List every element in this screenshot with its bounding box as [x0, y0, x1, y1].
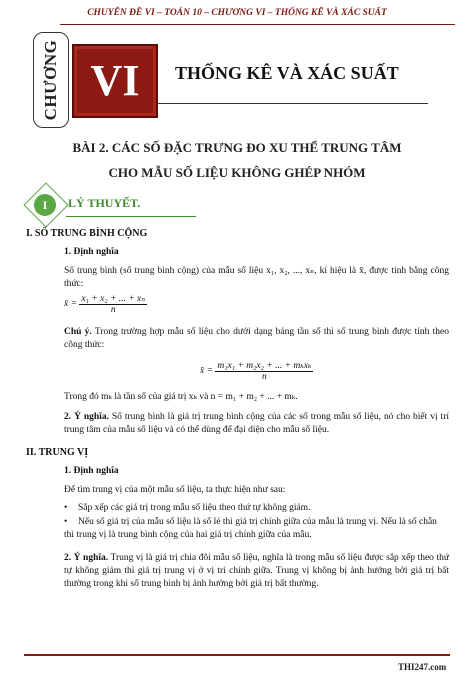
part2-meaning-text: Trung vị là giá trị chia đôi mẫu số liệu, nghĩa là trong mẫu số liệu được sắp xếp theo thứ tự không giảm thì giá trị trung vị ở vị trí chính giữa. Trung vị không bị ảnh hưởng bởi giá trị bất thường trong khi số trung bình bị ảnh hưởng bởi giá trị bất thường. [64, 553, 449, 589]
section-underline [66, 216, 196, 217]
list-item [64, 516, 449, 542]
chapter-title-underline [158, 103, 428, 104]
bullet-text: Sắp xếp các giá trị trong mẫu số liệu theo thứ tự không giảm. [78, 503, 311, 513]
running-header: CHUYÊN ĐỀ VI – TOÁN 10 – CHƯƠNG VI – THỐNG KÊ VÀ XÁC SUẤT [87, 8, 387, 18]
formula-mean-numerator: x₁ + x₂ + ... + xₙ [81, 294, 146, 304]
lesson-title-line2: CHO MẪU SỐ LIỆU KHÔNG GHÉP NHÓM [108, 165, 366, 180]
part1-where-text: Trong đó mₖ là tần số của giá trị xₖ và n = m₁ + m₂ + ... + mₖ. [64, 392, 298, 402]
part1-meaning-text: Số trung bình là giá trị trung bình cộng của các số trong mẫu số liệu, nó cho biết vị trí trung tâm của mẫu số liệu và có thể dùng để đại diện cho mẫu số liệu. [64, 412, 449, 435]
part2-heading: II. TRUNG VỊ [26, 447, 89, 458]
section-title: LÝ THUYẾT. [68, 196, 141, 210]
section-badge: I [34, 194, 56, 216]
part2-def-title: 1. Định nghĩa [64, 466, 119, 476]
note-text: Trong trường hợp mẫu số liệu cho dưới dạng bảng tần số thì số trung bình được tính theo công thức: [64, 327, 449, 350]
formula-mean-fraction [79, 293, 147, 315]
part1-def-text: Số trung bình (số trung bình cộng) của mẫu số liệu x₁, x₂, ..., xₙ, kí hiệu là x̄, được tính bằng công thức: [64, 266, 449, 289]
part1-meaning-title: 2. Ý nghĩa. [64, 412, 109, 422]
formula-mean-denominator: n [110, 305, 116, 315]
formula-mean [64, 293, 147, 315]
lesson-title-line1: BÀI 2. CÁC SỐ ĐẶC TRƯNG ĐO XU THẾ TRUNG TÂM [72, 140, 402, 155]
note-label: Chú ý. [64, 327, 92, 337]
footer-divider [24, 654, 450, 656]
chapter-label: CHƯƠNG [41, 39, 60, 121]
formula-mean-lhs: x̄ = [64, 299, 78, 310]
part1-heading: I. SỐ TRUNG BÌNH CỘNG [26, 228, 148, 239]
part1-meaning [64, 411, 449, 437]
chapter-title: THỐNG KÊ VÀ XÁC SUẤT [175, 63, 399, 83]
bullet-text: Nếu số giá trị của mẫu số liệu là số lẻ thì giá trị chính giữa của mẫu là trung vị. Nếu là số chẵn thì trung vị là trung bình cộng của hai giá trị chính giữa của mẫu. [64, 517, 437, 540]
part2-meaning-title: 2. Ý nghĩa. [64, 553, 109, 563]
part2-meaning [64, 552, 449, 591]
chapter-number: VI [90, 56, 140, 105]
header-divider [60, 24, 455, 25]
bullet-icon: • [64, 517, 68, 527]
bullet-icon: • [64, 503, 68, 513]
formula-weighted-mean [200, 360, 313, 382]
chapter-number-box [72, 44, 158, 118]
part1-def-title: 1. Định nghĩa [64, 247, 119, 257]
formula-weighted-lhs: x̄ = [200, 366, 214, 377]
formula-weighted-numerator: m₁x₁ + m₂x₂ + ... + mₖxₖ [217, 361, 312, 371]
list-item [64, 502, 449, 515]
chapter-label-box [33, 32, 69, 128]
footer-site: THI247.com [398, 662, 447, 672]
formula-weighted-fraction [215, 360, 313, 382]
part2-intro: Để tìm trung vị của một mẫu số liệu, ta thực hiện như sau: [64, 485, 286, 495]
part1-note [64, 326, 449, 352]
formula-weighted-denominator: n [262, 372, 267, 382]
